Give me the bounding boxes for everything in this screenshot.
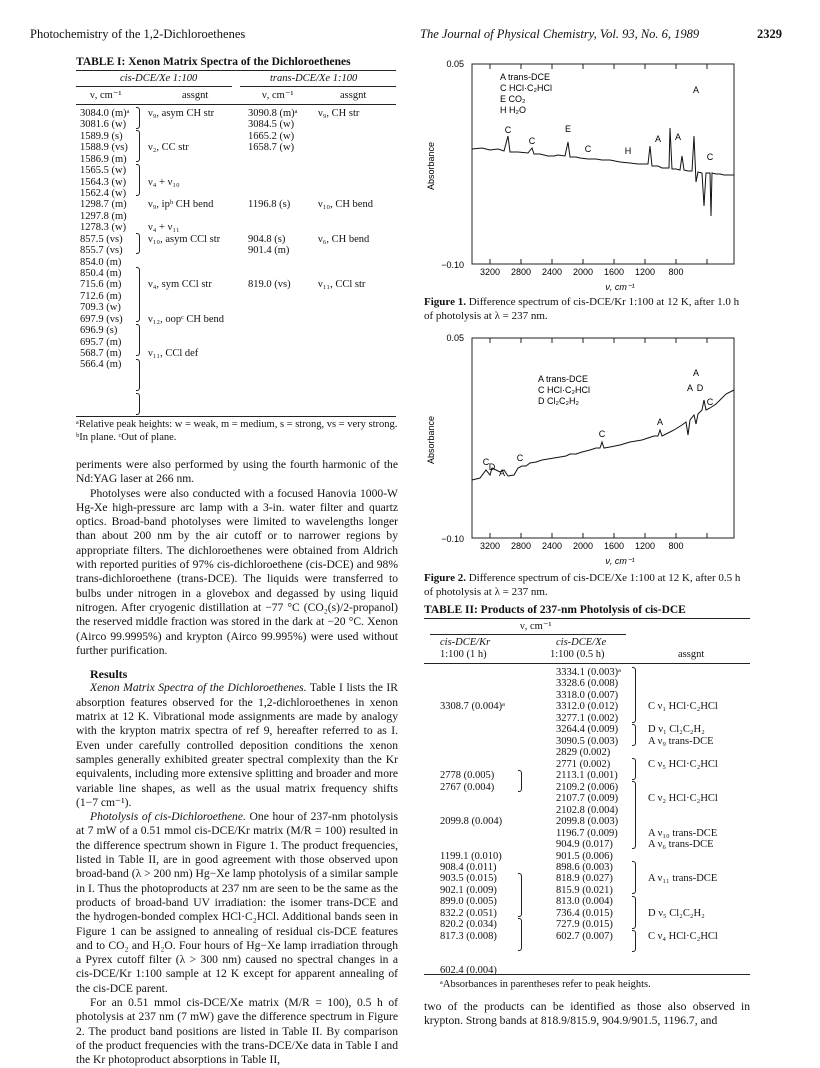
table2-brace [632, 861, 636, 894]
table2-brace [632, 781, 636, 849]
table1-col-nu-left: ν, cm⁻¹ [90, 90, 122, 101]
figure2-caption [424, 572, 750, 599]
table1-brace [136, 267, 140, 322]
figure1-xticks [480, 267, 684, 277]
table1-freq-trans: 1196.8 (s) [248, 199, 291, 211]
table1-assgnt-trans: ν₁₀, CH bend [318, 199, 373, 211]
table1-freq-cis: 695.7 (m) [80, 336, 122, 348]
paragraph-continued: periments were also performed by using the fourth harmonic of the Nd:YAG laser at 266 nm. [76, 458, 398, 486]
table1-brace [136, 130, 140, 162]
figure1-ytop: 0.05 [446, 59, 464, 69]
svg-text:C: C [504, 125, 512, 135]
table2-xe-value: 818.9 (0.027) [556, 873, 613, 885]
figure1-xtick: 800 [668, 267, 684, 277]
table2-top-rule [424, 618, 750, 619]
table1-footnote: ᵃRelative peak heights: w = weak, m = medium, s = strong, vs = very strong. ᵇIn plane. ᶜOut of plane. [76, 419, 398, 443]
table2-kr-value: 2767 (0.004) [440, 781, 495, 793]
table2-kr-value: 832.2 (0.051) [440, 907, 497, 919]
figure2-xtick: 1200 [634, 541, 656, 551]
table2-assignment: D ν₁ Cl₂C₂H₂ [648, 724, 705, 736]
figure2-xlabel: ν, cm⁻¹ [605, 556, 635, 566]
table1-freq-cis: 854.0 (m) [80, 256, 122, 268]
paragraph-xenon-title: Xenon Matrix Spectra of the Dichloroethenes. [90, 681, 307, 695]
page-number: 2329 [757, 27, 782, 41]
table1-freq-trans: 819.0 (vs) [248, 279, 291, 291]
table1-freq-cis: 1278.3 (w) [80, 222, 127, 234]
table1-freq-cis: 1297.8 (m) [80, 210, 127, 222]
figure2-legend [538, 374, 590, 406]
table2-brace [632, 667, 636, 723]
figure2-caption-label: Figure 2. [424, 572, 466, 584]
table2-brace [632, 724, 636, 746]
svg-text:D: D [696, 383, 704, 393]
table2-xe-value: 815.9 (0.021) [556, 884, 613, 896]
table1-assgnt-cis: ν₁₂, oopᶜ CH bend [148, 313, 225, 325]
table2-header-rule [424, 663, 750, 664]
table1-col-assgnt-right: assgnt [340, 90, 367, 101]
figure2-ylabel: Absorbance [426, 415, 436, 465]
table1-freq-cis: 712.6 (m) [80, 290, 122, 302]
figure1-spectrum [420, 56, 750, 296]
figure2-legend-item: A trans-DCE [538, 374, 589, 384]
table2-col-xe: cis-DCE/Xe [556, 637, 607, 648]
table2-xe-value: 3328.6 (0.008) [556, 678, 619, 690]
table1-brace [136, 324, 140, 356]
figure2-xtick: 2800 [510, 541, 532, 551]
table1-freq-cis: 1564.3 (w) [80, 176, 127, 188]
table2-xe-value: 2107.7 (0.009) [556, 793, 619, 805]
figure2-spectrum [420, 330, 750, 570]
paragraph-xenon-spectra [76, 681, 398, 810]
figure1-caption [424, 296, 750, 323]
table2-bottom-rule [424, 974, 750, 975]
table1-brace [136, 393, 140, 415]
table2-col-xe-sub: 1:100 (0.5 h) [550, 649, 605, 660]
table2-footnote: ᵃAbsorbances in parentheses refer to peak heights. [440, 979, 651, 990]
table2-kr-value: 2778 (0.005) [440, 770, 495, 782]
table2-assignment: A ν₁₁ trans-DCE [648, 873, 718, 885]
figure1-ylabel: Absorbance [426, 141, 436, 191]
svg-text:C: C [584, 144, 592, 154]
table2-col-kr-sub: 1:100 (1 h) [440, 649, 487, 660]
figure2-ybottom: −0.10 [441, 534, 464, 544]
table1-freq-cis: 850.4 (m) [80, 268, 122, 280]
figure1-legend [500, 72, 552, 115]
table1-freq-cis: 1588.9 (vs) [80, 142, 128, 154]
svg-text:A: A [656, 417, 664, 427]
table2-kr-value: 817.3 (0.008) [440, 930, 497, 942]
table1-freq-cis: 1298.7 (m) [80, 199, 127, 211]
svg-text:C: C [706, 397, 714, 407]
svg-text:A: A [692, 85, 700, 95]
paragraph-materials: Photolyses were also conducted with a focused Hanovia 1000-W Hg-Xe high-pressure arc lamp with a 3-in. water filter and quartz optics. Broad-band photolyses were limited to wavelengths longer than about 200 nm by the air cutoff or to narrower regions by appropriate filters. The dichloroethenes were obtained from Aldrich with reported purities of 97% cis-dichloroethene (cis-DCE) and 98% trans-dichloroethene (trans-DCE). The liquids were transferred to bulbs under nitrogen in a glovebox and degassed by using liquid nitrogen. After cryogenic distillation at −77 °C (CO₂(s)/2-propanol) the reserved middle fraction was stored in the dark at −20 °C. Xenon (Airco 99.9995%) and krypton (Airco 99.995%) were used without further purification. [76, 486, 398, 657]
table1-brace [136, 233, 140, 254]
svg-text:C: C [598, 429, 606, 439]
table1-group-rule-right [240, 86, 396, 87]
figure1-xtick: 3200 [479, 267, 501, 277]
table2-xe-value: 3090.5 (0.003) [556, 735, 619, 747]
table1-group-rule-left [76, 86, 232, 87]
table1-freq-cis: 568.7 (m) [80, 348, 122, 360]
table1-freq-cis: 3081.6 (w) [80, 119, 127, 131]
table2-kr-value: 2099.8 (0.004) [440, 816, 503, 828]
svg-text:H: H [624, 146, 632, 156]
table1-freq-cis: 1565.5 (w) [80, 165, 127, 177]
table1-assgnt-cis: ν₁₀, asym CCl str [148, 233, 221, 245]
table2-kr-value: 3308.7 (0.004)ᵃ [440, 701, 505, 713]
table2-brace [632, 896, 636, 929]
figure2-legend-item: D Cl₂C₂H₂ [538, 396, 579, 406]
table2-brace [518, 873, 522, 917]
right-column-text [424, 1000, 750, 1029]
table2-assignment: A ν₆ trans-DCE [648, 839, 714, 851]
table1-group-trans: trans-DCE/Xe 1:100 [270, 73, 358, 84]
paragraph-photolysis [76, 810, 398, 996]
table2-xe-value: 2099.8 (0.003) [556, 816, 619, 828]
figure1-legend-item: A trans-DCE [500, 72, 551, 82]
paragraph-xe-matrix: For an 0.51 mmol cis-DCE/Xe matrix (M/R = 100), 0.5 h of photolysis at 237 nm (7 mW) gave the difference spectrum in Figure 2. The product band positions are listed in Table II. By comparison of the product frequencies with the trans-DCE/Xe data in Table I and the Kr photoproduct absorptions in Table II, [76, 995, 398, 1067]
svg-text:C: C [516, 453, 524, 463]
figure2-xtick: 800 [668, 541, 684, 551]
table1-assgnt-cis: ν₄, sym CCl str [148, 279, 212, 291]
table1-freq-trans: 1658.7 (w) [248, 142, 295, 154]
table2-assignment: C ν₄ HCl·C₂HCl [648, 930, 718, 942]
table2-xe-value: 904.9 (0.017) [556, 839, 613, 851]
table1-freq-trans: 1665.2 (w) [248, 130, 295, 142]
table2-assignment: A ν₉ trans-DCE [648, 735, 714, 747]
table1-col-nu-right: ν, cm⁻¹ [262, 90, 294, 101]
journal-citation: The Journal of Physical Chemistry, Vol. 93, No. 6, 1989 [420, 27, 700, 41]
figure1-xtick: 2000 [572, 267, 594, 277]
table2-brace [632, 930, 636, 952]
table2-kr-value: 1199.1 (0.010) [440, 850, 502, 862]
figure2-peak-labels [483, 368, 714, 478]
figure2-xtick: 2000 [572, 541, 594, 551]
table2-kr-value: 903.5 (0.015) [440, 873, 497, 885]
results-heading: Results [90, 667, 128, 682]
table2-xe-value: 2109.2 (0.006) [556, 781, 619, 793]
table1-assgnt-cis: ν₂, CC str [148, 142, 189, 154]
figure1-xlabel: ν, cm⁻¹ [605, 282, 635, 292]
table2-xe-value: 2829 (0.002) [556, 747, 611, 759]
table2-brace [518, 918, 522, 951]
table1-assgnt-cis: ν₉, ipᵇ CH bend [148, 199, 214, 211]
svg-text:C: C [706, 152, 714, 162]
table2-kr-value: 908.4 (0.011) [440, 861, 497, 873]
table2-span-rule [430, 634, 626, 635]
table1-col-assgnt-left: assgnt [182, 90, 209, 101]
table1-brace [136, 164, 140, 196]
table2-kr-value: 899.0 (0.005) [440, 896, 497, 908]
paragraph-photolysis-title: Photolysis of cis-Dichloroethene. [90, 810, 246, 824]
figure1-peak-labels [505, 85, 714, 162]
table2-xe-value: 3312.0 (0.012) [556, 701, 619, 713]
table2-xe-value: 727.9 (0.015) [556, 919, 613, 931]
figure1-legend-item: E CO₂ [500, 94, 526, 104]
table2-kr-value: 602.4 (0.004) [440, 965, 497, 977]
table1-freq-trans: 904.8 (s) [248, 233, 286, 245]
table1-assgnt-trans: ν₆, CH bend [318, 233, 370, 245]
figure2-xticks [480, 541, 684, 551]
table1-freq-cis: 1586.9 (m) [80, 153, 127, 165]
table1-caption: TABLE I: Xenon Matrix Spectra of the Dichloroethenes [76, 56, 351, 68]
table2-xe-value: 813.0 (0.004) [556, 896, 613, 908]
table1-assgnt-cis: ν₄ + ν₁₁ [148, 222, 180, 234]
table2-brace [518, 770, 522, 792]
table1-assgnt-cis: ν₁₁, CCl def [148, 348, 199, 360]
table1-freq-cis: 855.7 (vs) [80, 245, 123, 257]
table2-assignment: C ν₅ HCl·C₂HCl [648, 758, 718, 770]
svg-text:A: A [686, 383, 694, 393]
svg-text:A: A [692, 368, 700, 378]
figure2-xtick: 1600 [603, 541, 625, 551]
figure1-xtick: 2800 [510, 267, 532, 277]
table1-freq-cis: 857.5 (vs) [80, 233, 123, 245]
table2-xe-value: 736.4 (0.015) [556, 907, 613, 919]
running-head: Photochemistry of the 1,2-Dichloroethenes [30, 27, 246, 41]
figure1-xtick: 1200 [634, 267, 656, 277]
table1-freq-cis: 1589.9 (s) [80, 130, 123, 142]
table2-xe-value: 901.5 (0.006) [556, 850, 613, 862]
table2-xe-value: 2113.1 (0.001) [556, 770, 618, 782]
table2-xe-value: 3318.0 (0.007) [556, 689, 619, 701]
table2-assignment: C ν₁ HCl·C₂HCl [648, 701, 718, 713]
figure1-legend-item: H H₂O [500, 105, 526, 115]
figure1-xtick: 1600 [603, 267, 625, 277]
table1-freq-trans: 901.4 (m) [248, 245, 290, 257]
table1-freq-cis: 709.3 (w) [80, 302, 121, 314]
figure1-caption-label: Figure 1. [424, 296, 466, 308]
table1-assgnt-trans: ν₁₁, CCl str [318, 279, 366, 291]
table2-assignment: D ν₅ Cl₂C₂H₂ [648, 907, 705, 919]
table2-xe-value: 2102.8 (0.004) [556, 804, 619, 816]
table2-xe-value: 3264.4 (0.009) [556, 724, 619, 736]
table1-header-rule [76, 104, 396, 105]
table2-xe-value: 3334.1 (0.003)ᵃ [556, 667, 621, 678]
table2-col-kr: cis-DCE/Kr [440, 637, 491, 648]
table1-freq-cis: 715.6 (m) [80, 279, 122, 291]
table2-kr-value: 820.2 (0.034) [440, 919, 497, 931]
svg-text:E: E [564, 124, 572, 134]
table1-assgnt-cis: ν₄ + ν₁₀ [148, 176, 180, 188]
figure2-xtick: 3200 [479, 541, 501, 551]
svg-text:A: A [674, 132, 682, 142]
table2-col-assgnt: assgnt [678, 649, 705, 660]
table2-brace [632, 758, 636, 780]
paragraph-xenon-body: Table I lists the IR absorption features observed for the 1,2-dichloroethenes in xenon matrix at 12 K. Vibrational mode assignments are made by analogy with the krypton matrix spectra of ref 9, hereafter referred to as I. Even under carefully controlled deposition conditions the xenon samples generally exhibited greater spectral complexity than the Kr equivalents, including more extensive splitting and broader and more variable line shapes, as well as the usual matrix frequency shifts (1−7 cm⁻¹). [76, 681, 398, 809]
figure1-trace [472, 128, 734, 216]
table2-xe-value: 1196.7 (0.009) [556, 827, 618, 839]
table1-freq-cis: 696.9 (s) [80, 325, 118, 337]
table1-freq-cis: 697.9 (vs) [80, 313, 123, 325]
figure2-xtick: 2400 [541, 541, 563, 551]
svg-text:C: C [482, 457, 490, 467]
paragraph-right-end: two of the products can be identified as those also observed in krypton. Strong bands at 818.9/815.9, 904.9/901.5, 1196.7, and [424, 1000, 750, 1028]
table2-xe-value: 2771 (0.002) [556, 758, 611, 770]
table2-kr-value: 902.1 (0.009) [440, 884, 497, 896]
table1-top-rule [76, 70, 396, 71]
table2-xe-value: 3277.1 (0.002) [556, 712, 619, 724]
svg-text:D: D [488, 462, 496, 472]
figure2-legend-item: C HCl·C₂HCl [538, 385, 590, 395]
figure2-ytop: 0.05 [446, 333, 464, 343]
figure2-caption-text: Difference spectrum of cis-DCE/Xe 1:100 at 12 K, after 0.5 h of photolysis at λ = 237 nm. [424, 572, 741, 598]
table1-bottom-rule [76, 416, 396, 417]
figure1-ybottom: −0.10 [441, 260, 464, 270]
figure1-xtick: 2400 [541, 267, 563, 277]
svg-text:A: A [498, 468, 506, 478]
table1-freq-trans: 3090.8 (m)ᵃ [248, 108, 298, 119]
figure1-caption-text: Difference spectrum of cis-DCE/Kr 1:100 at 12 K, after 1.0 h of photolysis at λ = 237 nm. [424, 296, 740, 322]
table1-brace [136, 359, 140, 391]
table1-freq-cis: 3084.0 (m)ᵃ [80, 108, 130, 119]
table2-assignment: A ν₁₀ trans-DCE [648, 827, 718, 839]
figure1-legend-item: C HCl·C₂HCl [500, 83, 552, 93]
table2-span-header: ν, cm⁻¹ [520, 621, 552, 632]
svg-text:C: C [528, 136, 536, 146]
left-column-text [76, 458, 398, 1067]
table1-assgnt-cis: ν₉, asym CH str [148, 108, 215, 119]
table2-xe-value: 898.6 (0.003) [556, 861, 613, 873]
paragraph-photolysis-body: One hour of 237-nm photolysis at 7 mW of a 0.51 mmol cis-DCE/Kr matrix (M/R = 100) resulted in the difference spectrum shown in Figure 1. The product frequencies, listed in Table II, are in good agreement with those observed upon broad-band (λ > 200 nm) Hg−Xe lamp photolysis of a similar sample in I. Thus the photoproducts at 237 nm are seen to be the same as the products of broad-band UV irradiation: the isomer trans-DCE and the hydrogen-bonded complex HCl·C₂HCl. Additional bands seen in Figure 1 can be assigned to annealing of residual cis-DCE features and to CO₂ and H₂O. Four hours of Hg−Xe lamp irradiation through a Pyrex cutoff filter (λ > 300 nm) caused no spectral changes in a cis-DCE/Kr 1:100 sample at 12 K except for apparent annealing of the cis-DCE parent. [76, 810, 398, 995]
table1-assgnt-trans: ν₉, CH str [318, 108, 360, 119]
table1-freq-trans: 3084.5 (w) [248, 119, 295, 131]
svg-text:A: A [654, 134, 662, 144]
table2-assignment: C ν₂ HCl·C₂HCl [648, 793, 718, 805]
table1-brace [136, 107, 140, 129]
table1-group-cis: cis-DCE/Xe 1:100 [120, 73, 198, 84]
table1-freq-cis: 566.4 (m) [80, 359, 122, 371]
table2-caption: TABLE II: Products of 237-nm Photolysis of cis-DCE [424, 604, 686, 616]
table2-xe-value: 602.7 (0.007) [556, 930, 613, 942]
table1-freq-cis: 1562.4 (w) [80, 188, 127, 199]
